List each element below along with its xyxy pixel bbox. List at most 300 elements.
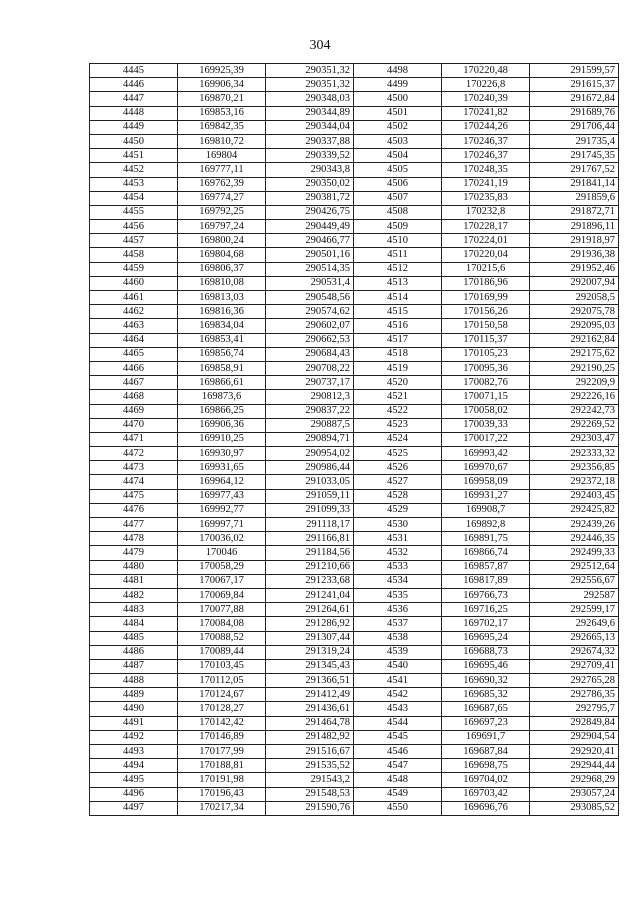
x-coordinate-cell: 169930,97: [178, 447, 266, 461]
point-number-cell: 4479: [90, 546, 178, 560]
y-coordinate-cell: 290350,02: [266, 177, 354, 191]
point-number-cell: 4477: [90, 518, 178, 532]
point-number-cell: 4467: [90, 376, 178, 390]
x-coordinate-cell: 169777,11: [178, 163, 266, 177]
y-coordinate-cell: 292095,03: [530, 319, 619, 333]
y-coordinate-cell: 292599,17: [530, 603, 619, 617]
point-number-cell: 4525: [354, 447, 442, 461]
point-number-cell: 4511: [354, 248, 442, 262]
y-coordinate-cell: 291264,61: [266, 603, 354, 617]
x-coordinate-cell: 170067,17: [178, 574, 266, 588]
point-number-cell: 4472: [90, 447, 178, 461]
x-coordinate-cell: 170217,34: [178, 801, 266, 815]
y-coordinate-cell: 292674,32: [530, 645, 619, 659]
point-number-cell: 4496: [90, 787, 178, 801]
y-coordinate-cell: 290737,17: [266, 376, 354, 390]
y-coordinate-cell: 292920,41: [530, 745, 619, 759]
point-number-cell: 4453: [90, 177, 178, 191]
point-number-cell: 4532: [354, 546, 442, 560]
point-number-cell: 4492: [90, 730, 178, 744]
y-coordinate-cell: 290986,44: [266, 461, 354, 475]
point-number-cell: 4475: [90, 489, 178, 503]
x-coordinate-cell: 170084,08: [178, 617, 266, 631]
x-coordinate-cell: 170017,22: [442, 432, 530, 446]
y-coordinate-cell: 291184,56: [266, 546, 354, 560]
point-number-cell: 4484: [90, 617, 178, 631]
table-row: [90, 418, 619, 432]
point-number-cell: 4531: [354, 532, 442, 546]
point-number-cell: 4447: [90, 92, 178, 106]
y-coordinate-cell: 291436,61: [266, 702, 354, 716]
y-coordinate-cell: 292226,16: [530, 390, 619, 404]
x-coordinate-cell: 169964,12: [178, 475, 266, 489]
table-row: [90, 745, 619, 759]
y-coordinate-cell: 290837,22: [266, 404, 354, 418]
table-row: [90, 361, 619, 375]
table-row: [90, 205, 619, 219]
x-coordinate-cell: 169992,77: [178, 503, 266, 517]
x-coordinate-cell: 170196,43: [178, 787, 266, 801]
y-coordinate-cell: 290344,89: [266, 106, 354, 120]
page-number: 304: [309, 38, 331, 53]
point-number-cell: 4536: [354, 603, 442, 617]
point-number-cell: 4450: [90, 134, 178, 148]
point-number-cell: 4541: [354, 674, 442, 688]
table-row: [90, 220, 619, 234]
point-number-cell: 4482: [90, 588, 178, 602]
x-coordinate-cell: 170226,8: [442, 78, 530, 92]
x-coordinate-cell: 169695,46: [442, 659, 530, 673]
table-row: [90, 149, 619, 163]
point-number-cell: 4448: [90, 106, 178, 120]
y-coordinate-cell: 292269,52: [530, 418, 619, 432]
table-row: [90, 645, 619, 659]
x-coordinate-cell: 169931,65: [178, 461, 266, 475]
x-coordinate-cell: 170115,37: [442, 333, 530, 347]
x-coordinate-cell: 169910,25: [178, 432, 266, 446]
point-number-cell: 4481: [90, 574, 178, 588]
table-row: [90, 390, 619, 404]
y-coordinate-cell: 292904,54: [530, 730, 619, 744]
x-coordinate-cell: 169810,08: [178, 276, 266, 290]
x-coordinate-cell: 169766,73: [442, 588, 530, 602]
y-coordinate-cell: 290602,07: [266, 319, 354, 333]
y-coordinate-cell: 291745,35: [530, 149, 619, 163]
y-coordinate-cell: 292512,64: [530, 560, 619, 574]
y-coordinate-cell: 290887,5: [266, 418, 354, 432]
point-number-cell: 4524: [354, 432, 442, 446]
point-number-cell: 4498: [354, 64, 442, 78]
x-coordinate-cell: 170128,27: [178, 702, 266, 716]
point-number-cell: 4534: [354, 574, 442, 588]
table-row: [90, 588, 619, 602]
y-coordinate-cell: 291543,2: [266, 773, 354, 787]
point-number-cell: 4468: [90, 390, 178, 404]
x-coordinate-cell: 169997,71: [178, 518, 266, 532]
y-coordinate-cell: 292209,9: [530, 376, 619, 390]
x-coordinate-cell: 169813,03: [178, 291, 266, 305]
table-row: [90, 730, 619, 744]
point-number-cell: 4502: [354, 120, 442, 134]
table-row: [90, 305, 619, 319]
x-coordinate-cell: 169834,04: [178, 319, 266, 333]
table-row: [90, 333, 619, 347]
y-coordinate-cell: 291548,53: [266, 787, 354, 801]
y-coordinate-cell: 292058,5: [530, 291, 619, 305]
x-coordinate-cell: 170246,37: [442, 149, 530, 163]
y-coordinate-cell: 290531,4: [266, 276, 354, 290]
point-number-cell: 4452: [90, 163, 178, 177]
point-number-cell: 4505: [354, 163, 442, 177]
x-coordinate-cell: 169891,75: [442, 532, 530, 546]
table-row: [90, 631, 619, 645]
y-coordinate-cell: 290337,88: [266, 134, 354, 148]
x-coordinate-cell: 170146,89: [178, 730, 266, 744]
y-coordinate-cell: 290812,3: [266, 390, 354, 404]
x-coordinate-cell: 170228,17: [442, 220, 530, 234]
y-coordinate-cell: 290449,49: [266, 220, 354, 234]
x-coordinate-cell: 170246,37: [442, 134, 530, 148]
table-row: [90, 716, 619, 730]
y-coordinate-cell: 292968,29: [530, 773, 619, 787]
table-row: [90, 574, 619, 588]
x-coordinate-cell: 169977,43: [178, 489, 266, 503]
y-coordinate-cell: 292765,28: [530, 674, 619, 688]
table-row: [90, 177, 619, 191]
y-coordinate-cell: 290684,43: [266, 347, 354, 361]
table-row: [90, 134, 619, 148]
x-coordinate-cell: 169906,34: [178, 78, 266, 92]
table-row: [90, 659, 619, 673]
y-coordinate-cell: 293085,52: [530, 801, 619, 815]
y-coordinate-cell: 291286,92: [266, 617, 354, 631]
y-coordinate-cell: 291307,44: [266, 631, 354, 645]
y-coordinate-cell: 290426,75: [266, 205, 354, 219]
x-coordinate-cell: 170124,67: [178, 688, 266, 702]
point-number-cell: 4520: [354, 376, 442, 390]
x-coordinate-cell: 169958,09: [442, 475, 530, 489]
x-coordinate-cell: 170036,02: [178, 532, 266, 546]
x-coordinate-cell: 169925,39: [178, 64, 266, 78]
x-coordinate-cell: 169804,68: [178, 248, 266, 262]
y-coordinate-cell: 291859,6: [530, 191, 619, 205]
point-number-cell: 4522: [354, 404, 442, 418]
x-coordinate-cell: 169797,24: [178, 220, 266, 234]
point-number-cell: 4497: [90, 801, 178, 815]
table-row: [90, 276, 619, 290]
point-number-cell: 4465: [90, 347, 178, 361]
table-row: [90, 787, 619, 801]
point-number-cell: 4540: [354, 659, 442, 673]
y-coordinate-cell: 292439,26: [530, 518, 619, 532]
x-coordinate-cell: 169716,25: [442, 603, 530, 617]
point-number-cell: 4543: [354, 702, 442, 716]
x-coordinate-cell: 170077,88: [178, 603, 266, 617]
y-coordinate-cell: 291936,38: [530, 248, 619, 262]
x-coordinate-cell: 169853,16: [178, 106, 266, 120]
point-number-cell: 4463: [90, 319, 178, 333]
y-coordinate-cell: 292190,25: [530, 361, 619, 375]
point-number-cell: 4515: [354, 305, 442, 319]
point-number-cell: 4506: [354, 177, 442, 191]
point-number-cell: 4550: [354, 801, 442, 815]
point-number-cell: 4491: [90, 716, 178, 730]
x-coordinate-cell: 170058,29: [178, 560, 266, 574]
point-number-cell: 4486: [90, 645, 178, 659]
y-coordinate-cell: 291464,78: [266, 716, 354, 730]
y-coordinate-cell: 290351,32: [266, 64, 354, 78]
y-coordinate-cell: 291482,92: [266, 730, 354, 744]
y-coordinate-cell: 291099,33: [266, 503, 354, 517]
x-coordinate-cell: 170224,01: [442, 234, 530, 248]
x-coordinate-cell: 169842,35: [178, 120, 266, 134]
point-number-cell: 4500: [354, 92, 442, 106]
point-number-cell: 4471: [90, 432, 178, 446]
x-coordinate-cell: 169702,17: [442, 617, 530, 631]
y-coordinate-cell: 291535,52: [266, 759, 354, 773]
x-coordinate-cell: 169690,32: [442, 674, 530, 688]
coordinates-table-body: [90, 64, 619, 816]
table-row: [90, 617, 619, 631]
y-coordinate-cell: 292849,84: [530, 716, 619, 730]
point-number-cell: 4494: [90, 759, 178, 773]
point-number-cell: 4469: [90, 404, 178, 418]
table-row: [90, 64, 619, 78]
x-coordinate-cell: 169970,67: [442, 461, 530, 475]
y-coordinate-cell: 292356,85: [530, 461, 619, 475]
point-number-cell: 4462: [90, 305, 178, 319]
point-number-cell: 4459: [90, 262, 178, 276]
point-number-cell: 4483: [90, 603, 178, 617]
point-number-cell: 4510: [354, 234, 442, 248]
x-coordinate-cell: 169703,42: [442, 787, 530, 801]
x-coordinate-cell: 169704,02: [442, 773, 530, 787]
table-row: [90, 234, 619, 248]
point-number-cell: 4530: [354, 518, 442, 532]
y-coordinate-cell: 290954,02: [266, 447, 354, 461]
y-coordinate-cell: 291033,05: [266, 475, 354, 489]
point-number-cell: 4499: [354, 78, 442, 92]
x-coordinate-cell: 170046: [178, 546, 266, 560]
table-row: [90, 447, 619, 461]
point-number-cell: 4539: [354, 645, 442, 659]
x-coordinate-cell: 170220,04: [442, 248, 530, 262]
x-coordinate-cell: 169870,21: [178, 92, 266, 106]
table-row: [90, 532, 619, 546]
point-number-cell: 4455: [90, 205, 178, 219]
x-coordinate-cell: 170169,99: [442, 291, 530, 305]
table-row: [90, 191, 619, 205]
y-coordinate-cell: 292944,44: [530, 759, 619, 773]
y-coordinate-cell: 291706,44: [530, 120, 619, 134]
y-coordinate-cell: 290514,35: [266, 262, 354, 276]
y-coordinate-cell: 292333,32: [530, 447, 619, 461]
x-coordinate-cell: 169685,32: [442, 688, 530, 702]
y-coordinate-cell: 292665,13: [530, 631, 619, 645]
point-number-cell: 4509: [354, 220, 442, 234]
point-number-cell: 4460: [90, 276, 178, 290]
point-number-cell: 4446: [90, 78, 178, 92]
x-coordinate-cell: 169806,37: [178, 262, 266, 276]
y-coordinate-cell: 290708,22: [266, 361, 354, 375]
x-coordinate-cell: 170088,52: [178, 631, 266, 645]
y-coordinate-cell: 290466,77: [266, 234, 354, 248]
x-coordinate-cell: 170095,36: [442, 361, 530, 375]
y-coordinate-cell: 292303,47: [530, 432, 619, 446]
table-row: [90, 702, 619, 716]
y-coordinate-cell: 291872,71: [530, 205, 619, 219]
x-coordinate-cell: 169804: [178, 149, 266, 163]
table-row: [90, 163, 619, 177]
point-number-cell: 4456: [90, 220, 178, 234]
y-coordinate-cell: 291516,67: [266, 745, 354, 759]
y-coordinate-cell: 292372,18: [530, 475, 619, 489]
x-coordinate-cell: 170188,81: [178, 759, 266, 773]
table-row: [90, 461, 619, 475]
point-number-cell: 4549: [354, 787, 442, 801]
x-coordinate-cell: 169792,25: [178, 205, 266, 219]
y-coordinate-cell: 290548,56: [266, 291, 354, 305]
y-coordinate-cell: 290348,03: [266, 92, 354, 106]
y-coordinate-cell: 290574,62: [266, 305, 354, 319]
coordinates-table: [89, 63, 619, 816]
x-coordinate-cell: 170058,02: [442, 404, 530, 418]
y-coordinate-cell: 292709,41: [530, 659, 619, 673]
x-coordinate-cell: 169866,74: [442, 546, 530, 560]
table-row: [90, 120, 619, 134]
point-number-cell: 4488: [90, 674, 178, 688]
y-coordinate-cell: 291735,4: [530, 134, 619, 148]
y-coordinate-cell: 292425,82: [530, 503, 619, 517]
y-coordinate-cell: 291118,17: [266, 518, 354, 532]
point-number-cell: 4527: [354, 475, 442, 489]
table-row: [90, 432, 619, 446]
table-row: [90, 674, 619, 688]
point-number-cell: 4508: [354, 205, 442, 219]
point-number-cell: 4512: [354, 262, 442, 276]
point-number-cell: 4458: [90, 248, 178, 262]
x-coordinate-cell: 170071,15: [442, 390, 530, 404]
y-coordinate-cell: 291767,52: [530, 163, 619, 177]
x-coordinate-cell: 169687,65: [442, 702, 530, 716]
point-number-cell: 4454: [90, 191, 178, 205]
x-coordinate-cell: 169908,7: [442, 503, 530, 517]
y-coordinate-cell: 292242,73: [530, 404, 619, 418]
point-number-cell: 4490: [90, 702, 178, 716]
table-row: [90, 376, 619, 390]
y-coordinate-cell: 292162,84: [530, 333, 619, 347]
y-coordinate-cell: 292075,78: [530, 305, 619, 319]
x-coordinate-cell: 170248,35: [442, 163, 530, 177]
table-row: [90, 773, 619, 787]
table-row: [90, 319, 619, 333]
x-coordinate-cell: 170069,84: [178, 588, 266, 602]
point-number-cell: 4464: [90, 333, 178, 347]
x-coordinate-cell: 169858,91: [178, 361, 266, 375]
y-coordinate-cell: 291241,04: [266, 588, 354, 602]
x-coordinate-cell: 170103,45: [178, 659, 266, 673]
x-coordinate-cell: 170112,05: [178, 674, 266, 688]
point-number-cell: 4507: [354, 191, 442, 205]
point-number-cell: 4521: [354, 390, 442, 404]
x-coordinate-cell: 169817,89: [442, 574, 530, 588]
table-row: [90, 759, 619, 773]
y-coordinate-cell: 290894,71: [266, 432, 354, 446]
table-row: [90, 404, 619, 418]
y-coordinate-cell: 291345,43: [266, 659, 354, 673]
point-number-cell: 4535: [354, 588, 442, 602]
point-number-cell: 4529: [354, 503, 442, 517]
point-number-cell: 4474: [90, 475, 178, 489]
x-coordinate-cell: 170244,26: [442, 120, 530, 134]
point-number-cell: 4449: [90, 120, 178, 134]
point-number-cell: 4533: [354, 560, 442, 574]
x-coordinate-cell: 169774,27: [178, 191, 266, 205]
point-number-cell: 4503: [354, 134, 442, 148]
x-coordinate-cell: 170186,96: [442, 276, 530, 290]
y-coordinate-cell: 290344,04: [266, 120, 354, 134]
x-coordinate-cell: 170235,83: [442, 191, 530, 205]
point-number-cell: 4457: [90, 234, 178, 248]
x-coordinate-cell: 170215,6: [442, 262, 530, 276]
y-coordinate-cell: 292007,94: [530, 276, 619, 290]
y-coordinate-cell: 290343,8: [266, 163, 354, 177]
point-number-cell: 4485: [90, 631, 178, 645]
point-number-cell: 4489: [90, 688, 178, 702]
point-number-cell: 4537: [354, 617, 442, 631]
point-number-cell: 4514: [354, 291, 442, 305]
point-number-cell: 4526: [354, 461, 442, 475]
point-number-cell: 4476: [90, 503, 178, 517]
y-coordinate-cell: 290662,53: [266, 333, 354, 347]
y-coordinate-cell: 290339,52: [266, 149, 354, 163]
y-coordinate-cell: 291590,76: [266, 801, 354, 815]
x-coordinate-cell: 169691,7: [442, 730, 530, 744]
point-number-cell: 4493: [90, 745, 178, 759]
x-coordinate-cell: 170105,23: [442, 347, 530, 361]
y-coordinate-cell: 291319,24: [266, 645, 354, 659]
point-number-cell: 4478: [90, 532, 178, 546]
x-coordinate-cell: 170232,8: [442, 205, 530, 219]
table-row: [90, 475, 619, 489]
y-coordinate-cell: 291599,57: [530, 64, 619, 78]
x-coordinate-cell: 170241,82: [442, 106, 530, 120]
x-coordinate-cell: 169892,8: [442, 518, 530, 532]
x-coordinate-cell: 169762,39: [178, 177, 266, 191]
y-coordinate-cell: 291896,11: [530, 220, 619, 234]
x-coordinate-cell: 169856,74: [178, 347, 266, 361]
table-row: [90, 518, 619, 532]
y-coordinate-cell: 292795,7: [530, 702, 619, 716]
x-coordinate-cell: 170240,39: [442, 92, 530, 106]
y-coordinate-cell: 291918,97: [530, 234, 619, 248]
point-number-cell: 4516: [354, 319, 442, 333]
point-number-cell: 4513: [354, 276, 442, 290]
x-coordinate-cell: 169993,42: [442, 447, 530, 461]
y-coordinate-cell: 292446,35: [530, 532, 619, 546]
table-row: [90, 503, 619, 517]
x-coordinate-cell: 170150,58: [442, 319, 530, 333]
point-number-cell: 4487: [90, 659, 178, 673]
x-coordinate-cell: 169687,84: [442, 745, 530, 759]
table-row: [90, 801, 619, 815]
point-number-cell: 4466: [90, 361, 178, 375]
point-number-cell: 4495: [90, 773, 178, 787]
table-row: [90, 291, 619, 305]
point-number-cell: 4451: [90, 149, 178, 163]
x-coordinate-cell: 169857,87: [442, 560, 530, 574]
x-coordinate-cell: 169810,72: [178, 134, 266, 148]
